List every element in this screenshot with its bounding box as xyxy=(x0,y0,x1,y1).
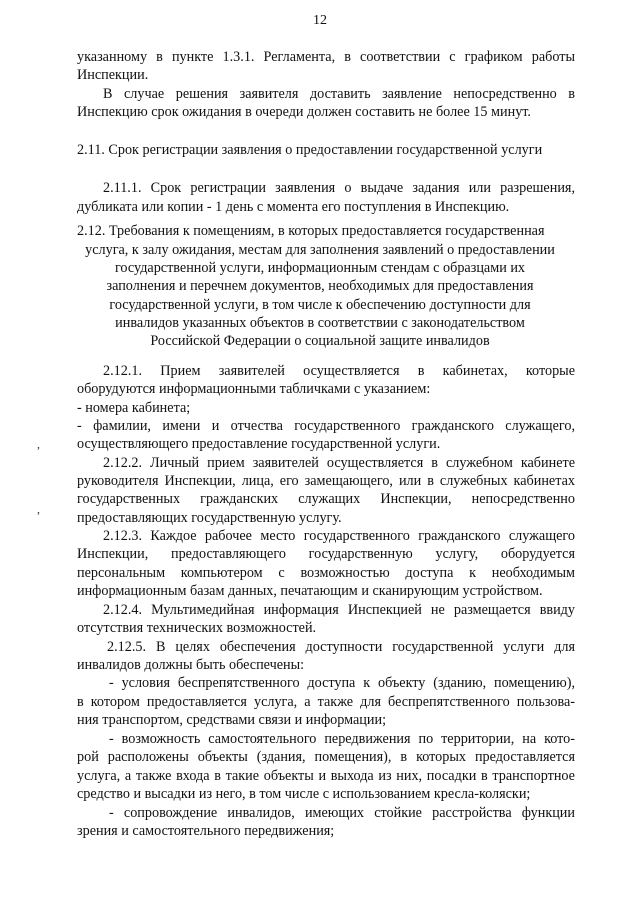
text-line: рой расположены объекты (здания, помещения), в которых предоставляется xyxy=(77,749,575,765)
text-line: оборудуются информационными табличками с указанием: xyxy=(77,381,431,397)
scan-artifact-mark: , xyxy=(37,502,40,516)
text-line: 2.12. Требования к помещениям, в которых предоставляется государственная xyxy=(77,223,545,239)
text-line: - номера кабинета; xyxy=(77,400,191,416)
text-line: 2.11. Срок регистрации заявления о предоставлении государственной услуги xyxy=(77,142,543,158)
text-line: отсутствия технических возможностей. xyxy=(77,620,317,636)
text-line: в котором предоставляется услуга, а также для беспрепятственного пользова- xyxy=(77,694,575,710)
text-line: инвалидов указанных объектов в соответствии с законодательством xyxy=(115,315,525,331)
text-line: руководителя Инспекции, лица, его замещающего, или в служебных кабинетах xyxy=(77,473,575,489)
text-line: осуществляющего предоставление государственной услуги. xyxy=(77,436,441,452)
page-number: 12 xyxy=(313,13,327,28)
text-line: инвалидов должны быть обеспечены: xyxy=(77,657,305,673)
text-line: Российской Федерации о социальной защите инвалидов xyxy=(150,333,490,349)
text-line: 2.12.3. Каждое рабочее место государственного гражданского служащего xyxy=(103,528,575,544)
text-line: - сопровождение инвалидов, имеющих стойкие расстройства функции xyxy=(109,805,575,821)
text-line: 2.12.5. В целях обеспечения доступности государственной услуги для xyxy=(107,639,575,655)
text-line: ния транспортом, средствами связи и информации; xyxy=(77,712,387,728)
text-line: - фамилии, имени и отчества государственного гражданского служащего, xyxy=(77,418,575,434)
text-line: - условия беспрепятственного доступа к объекту (зданию, помещению), xyxy=(109,675,575,691)
text-line: дубликата или копии - 1 день с момента его поступления в Инспекцию. xyxy=(77,199,510,215)
text-line: информационным базам данных, печатающим и сканирующим устройством. xyxy=(77,583,543,599)
text-line: - возможность самостоятельного передвижения по территории, на кото- xyxy=(109,731,575,747)
text-line: государственных гражданских служащих Инспекции, непосредственно xyxy=(77,491,575,507)
text-line: предоставляющих государственную услугу. xyxy=(77,510,342,526)
text-line: 2.12.1. Прием заявителей осуществляется в кабинетах, которые xyxy=(103,363,575,379)
text-line: Инспекцию срок ожидания в очереди должен составить не более 15 минут. xyxy=(77,104,531,120)
text-line: государственной услуги, в том числе к обеспечению доступности для xyxy=(109,297,531,313)
text-line: государственной услуги, информационным стендам с образцами их xyxy=(114,260,526,276)
text-line: указанному в пункте 1.3.1. Регламента, в соответствии с графиком работы xyxy=(77,49,575,65)
text-line: Инспекции. xyxy=(77,67,149,83)
text-line: зрения и самостоятельного передвижения; xyxy=(77,823,335,839)
text-line: персональным компьютером с возможностью доступа к необходимым xyxy=(77,565,575,581)
text-line: 2.12.4. Мультимедийная информация Инспекцией не размещается ввиду xyxy=(103,602,575,618)
text-line: 2.12.2. Личный прием заявителей осуществляется в служебном кабинете xyxy=(103,455,575,471)
text-line: В случае решения заявителя доставить заявление непосредственно в xyxy=(103,86,575,102)
text-line: Инспекции, предоставляющего государственную услугу, оборудуется xyxy=(77,546,575,562)
text-line: заполнения и перечнем документов, необходимых для предоставления xyxy=(106,278,534,294)
scan-artifact-mark: , xyxy=(37,437,40,451)
text-line: средство и высадки из него, в том числе с использованием кресла-коляски; xyxy=(77,786,531,802)
text-line: услуга, а также входа в такие объекты и выхода из них, посадки в транспортное xyxy=(77,768,575,784)
text-line: 2.11.1. Срок регистрации заявления о выдаче задания или разрешения, xyxy=(103,180,575,196)
text-line: услуга, к залу ожидания, местам для заполнения заявлений о предоставлении xyxy=(85,242,555,258)
